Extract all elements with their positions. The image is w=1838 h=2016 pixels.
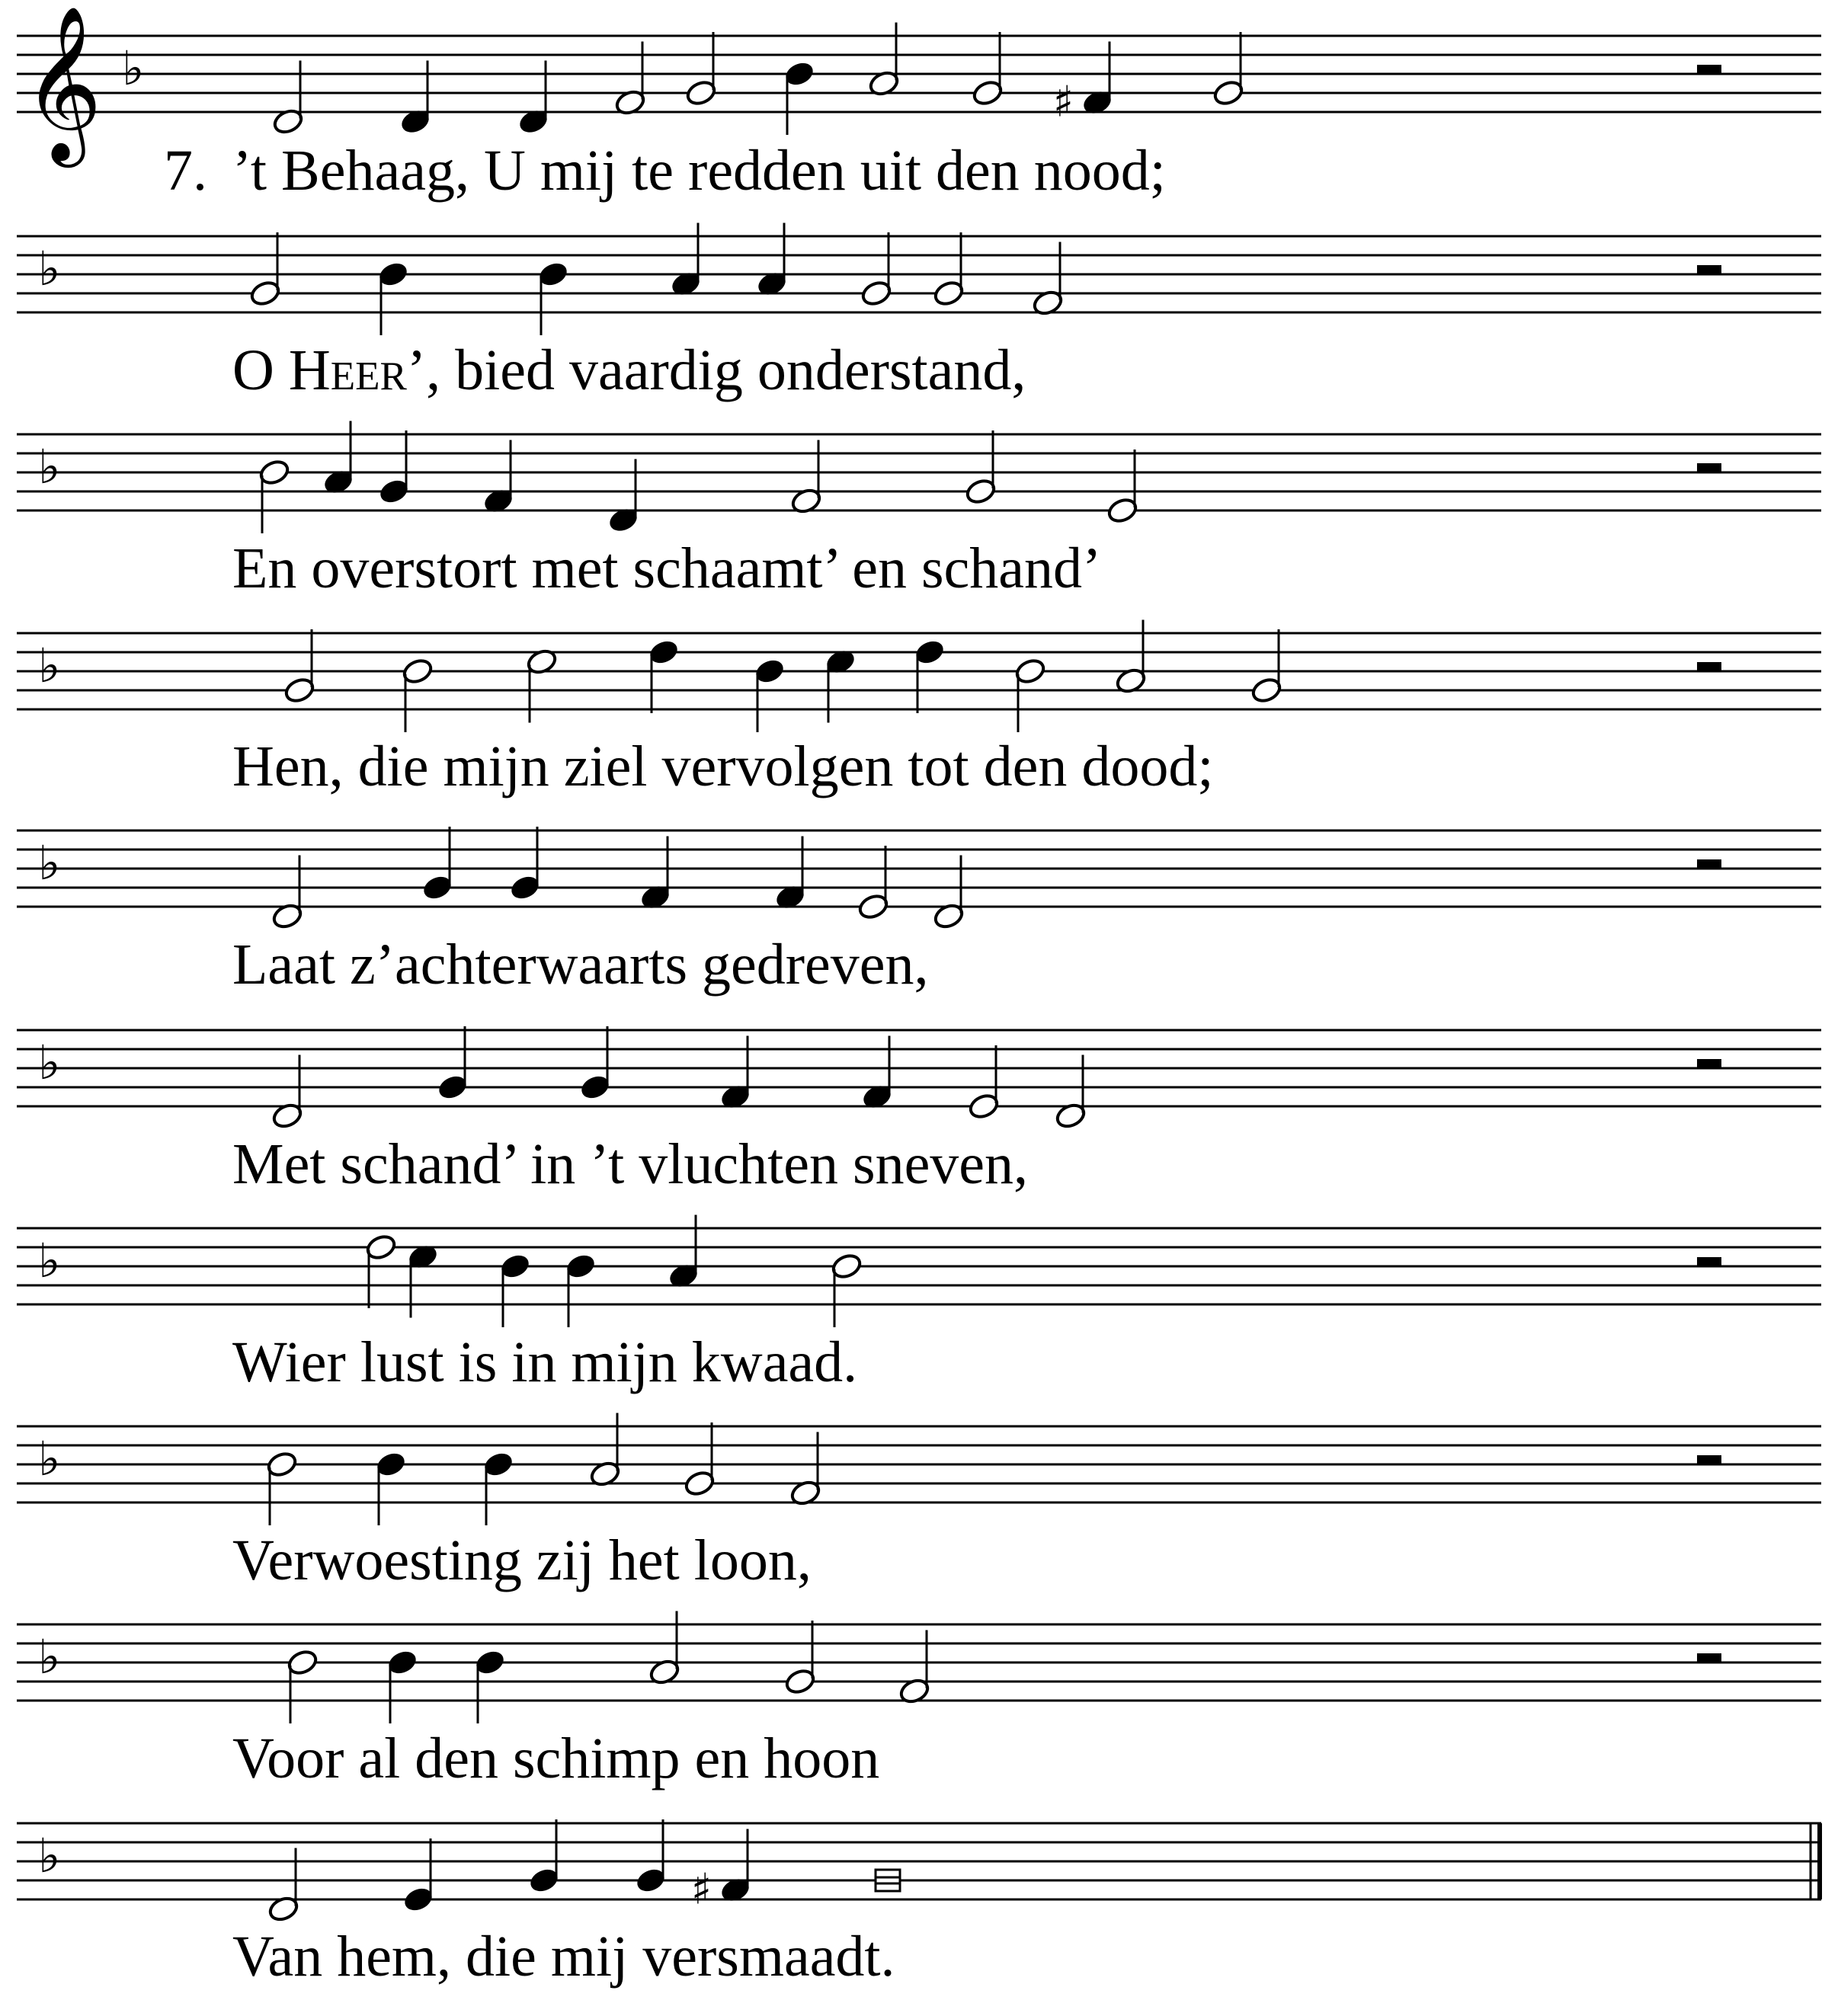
note [482, 1450, 514, 1525]
note [667, 1215, 700, 1291]
note [967, 1045, 1000, 1121]
note [860, 1036, 893, 1112]
note [588, 1413, 621, 1489]
lyric-text: ’t Behaag, U mij te redden uit den nood; [232, 139, 1166, 203]
note [683, 1422, 716, 1498]
half-rest-icon [1697, 265, 1721, 274]
note [1013, 657, 1046, 732]
note [364, 1233, 397, 1308]
sharp-accidental-icon: ♯ [691, 1864, 712, 1915]
breve-notehead [876, 1870, 900, 1891]
lyric-line [232, 1925, 895, 1989]
note [374, 1450, 407, 1525]
note [258, 458, 290, 533]
lyric-line [232, 338, 1026, 402]
note [898, 1630, 930, 1706]
half-rest-icon [1697, 1059, 1721, 1068]
verse-number: 7. [164, 139, 207, 203]
note [267, 1848, 299, 1924]
staff-system [17, 223, 1821, 336]
key-signature-flat-icon: ♭ [38, 439, 61, 494]
note [719, 1036, 751, 1112]
key-signature-flat-icon: ♭ [38, 835, 61, 891]
note [1212, 32, 1244, 107]
note [755, 223, 788, 299]
note [860, 232, 892, 308]
staff-system [17, 1819, 1821, 1923]
key-signature-flat-icon: ♭ [38, 1828, 61, 1883]
half-rest-icon [1697, 1653, 1721, 1662]
note [1250, 629, 1282, 705]
key-signature-flat-icon: ♭ [38, 1629, 61, 1685]
note [473, 1648, 506, 1723]
note [684, 32, 717, 107]
note [1114, 620, 1147, 696]
key-signature-flat-icon: ♭ [38, 638, 61, 693]
half-rest-icon [1697, 463, 1721, 472]
note [536, 260, 569, 335]
note [647, 638, 680, 713]
note [482, 440, 514, 516]
note [286, 1648, 319, 1723]
note [789, 1432, 821, 1508]
note [648, 1611, 680, 1687]
note [753, 657, 786, 732]
lyric-line [232, 734, 1214, 798]
note [789, 440, 822, 516]
staff-system [17, 1413, 1821, 1526]
note [517, 61, 549, 136]
note [248, 232, 281, 308]
lyric-line [232, 933, 929, 997]
note [613, 42, 646, 117]
note [399, 61, 431, 136]
note [402, 1838, 434, 1914]
note [271, 61, 304, 136]
lyric-text: Voor al den schimp en hoon [232, 1726, 880, 1790]
staff-system [17, 1026, 1821, 1130]
note [964, 430, 997, 506]
half-rest-icon [1697, 1257, 1721, 1266]
note [932, 232, 965, 308]
note [376, 260, 409, 335]
half-rest-icon [1697, 859, 1721, 869]
lyric-line [232, 1726, 880, 1790]
note [401, 657, 434, 732]
note [322, 421, 354, 497]
lyric-text: Verwoesting zij het loon, [232, 1528, 812, 1592]
note [971, 32, 1004, 107]
sharp-accidental-icon: ♯ [1053, 77, 1074, 127]
lyric-line [232, 139, 1166, 203]
note [508, 827, 541, 902]
key-signature-flat-icon: ♭ [38, 1233, 61, 1288]
key-signature-flat-icon: ♭ [122, 40, 145, 96]
note [406, 1243, 439, 1318]
staff-system [17, 1215, 1821, 1328]
half-rest-icon [1697, 1455, 1721, 1464]
note [525, 648, 558, 723]
note [421, 827, 453, 902]
lyric-text: Wier lust is in mijn kwaad. [232, 1330, 858, 1394]
treble-clef-icon: 𝄞 [23, 5, 103, 161]
note [857, 846, 889, 921]
note [386, 1648, 418, 1723]
staff-system [17, 421, 1821, 535]
note [271, 1055, 303, 1131]
note [436, 1026, 469, 1102]
key-signature-flat-icon: ♭ [38, 1431, 61, 1486]
lyric-text: Van hem, die mij versmaadt. [232, 1925, 895, 1989]
lyric-line [232, 1132, 1029, 1196]
note [564, 1252, 597, 1327]
note [1106, 450, 1138, 525]
note [283, 629, 315, 705]
staff-system [17, 620, 1821, 733]
lyric-text: O [232, 338, 289, 402]
note [527, 1819, 560, 1895]
note [773, 837, 806, 912]
note [783, 1621, 816, 1696]
lyric-line [232, 1330, 858, 1394]
note [669, 223, 702, 299]
note [607, 459, 639, 535]
note [498, 1252, 531, 1327]
lyric-text: Heer [288, 338, 407, 402]
note [913, 638, 946, 713]
note [634, 1819, 667, 1895]
key-signature-flat-icon: ♭ [38, 241, 61, 296]
key-signature-flat-icon: ♭ [38, 1035, 61, 1090]
note [783, 59, 815, 135]
note [824, 648, 857, 723]
staff-system [17, 827, 1821, 930]
note [932, 856, 965, 931]
staff-system [17, 1611, 1821, 1724]
note [265, 1450, 298, 1525]
lyric-text: ’, bied vaardig onderstand, [406, 338, 1026, 402]
lyric-text: En overstort met schaamt’ en schand’ [232, 536, 1102, 600]
lyric-text: Hen, die mijn ziel vervolgen tot den dood; [232, 734, 1214, 798]
lyric-text: Laat z’achterwaarts gedreven, [232, 933, 929, 997]
lyric-line [232, 536, 1102, 600]
note [876, 1870, 900, 1891]
note [377, 430, 410, 506]
note [1031, 242, 1064, 318]
lyric-line [232, 1528, 812, 1592]
note [578, 1026, 611, 1102]
note [639, 837, 671, 912]
half-rest-icon [1697, 662, 1721, 671]
note [271, 856, 303, 931]
half-rest-icon [1697, 65, 1721, 74]
lyric-text: Met schand’ in ’t vluchten sneven, [232, 1132, 1029, 1196]
note [867, 23, 900, 98]
note [830, 1252, 863, 1327]
note [1054, 1055, 1087, 1131]
